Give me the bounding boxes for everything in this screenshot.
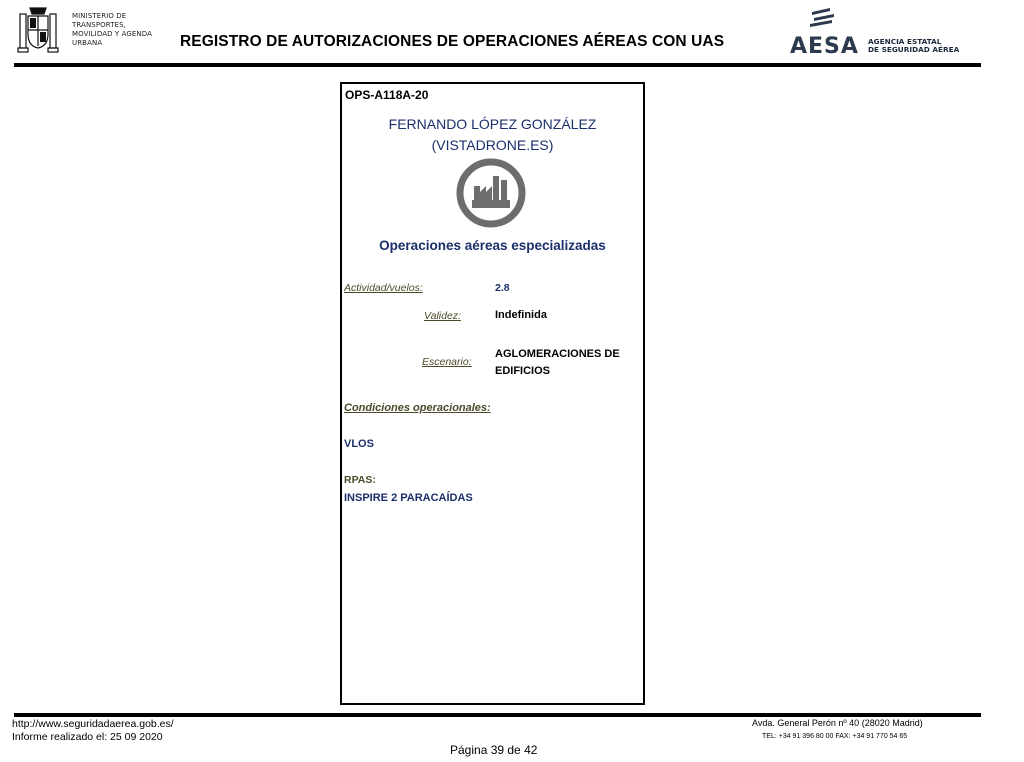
factory-icon [454, 156, 528, 230]
address: Avda. General Perón nº 40 (28020 Madrid) [752, 718, 923, 728]
operator-name-line: FERNANDO LÓPEZ GONZÁLEZ [388, 116, 597, 132]
rpas-value: INSPIRE 2 PARACAÍDAS [344, 492, 473, 504]
escenario-value-line: AGLOMERACIONES DE [495, 348, 620, 360]
condiciones-label: Condiciones operacionales: [344, 402, 491, 414]
operator-name-line: (VISTADRONE.ES) [431, 137, 554, 153]
operation-code: OPS-A118A-20 [345, 88, 429, 102]
validez-value: Indefinida [495, 309, 547, 321]
operator-name [342, 114, 643, 156]
page-number: Página 39 de 42 [450, 743, 538, 757]
authorization-card [340, 82, 645, 705]
header-divider [14, 63, 981, 67]
ministry-line: TRANSPORTES, [72, 21, 126, 29]
website-link[interactable]: http://www.seguridadaerea.gob.es/ [12, 718, 174, 730]
escenario-label: Escenario: [422, 356, 472, 368]
ministry-line: MINISTERIO DE [72, 12, 127, 20]
contact-phones: TEL: +34 91 396 80 00 FAX: +34 91 770 54 65 [762, 733, 908, 740]
actividad-label: Actividad/vuelos: [344, 282, 423, 294]
document-title: REGISTRO DE AUTORIZACIONES DE OPERACIONES AÉREAS CON UAS [180, 33, 725, 50]
aesa-logo [790, 6, 860, 56]
aesa-tagline-line: DE SEGURIDAD AÉREA [868, 45, 960, 54]
escenario-value [495, 346, 620, 380]
rpas-label: RPAS: [344, 474, 376, 486]
ministry-line: MOVILIDAD Y AGENDA [72, 30, 153, 38]
ministry-name [72, 12, 152, 48]
aesa-wordmark: AESA [790, 34, 859, 56]
footer-divider [14, 713, 981, 717]
condiciones-value: VLOS [344, 438, 374, 450]
ministry-line: URBANA [72, 39, 103, 47]
escenario-value-line: EDIFICIOS [495, 365, 551, 377]
actividad-value: 2.8 [495, 282, 510, 294]
coat-of-arms-logo [14, 4, 62, 56]
report-date: Informe realizado el: 25 09 2020 [12, 731, 163, 743]
aesa-tagline-line: AGENCIA ESTATAL [868, 37, 942, 46]
operation-category: Operaciones aéreas especializadas [379, 238, 606, 253]
validez-label: Validez: [424, 310, 461, 322]
aesa-tagline [868, 38, 959, 54]
